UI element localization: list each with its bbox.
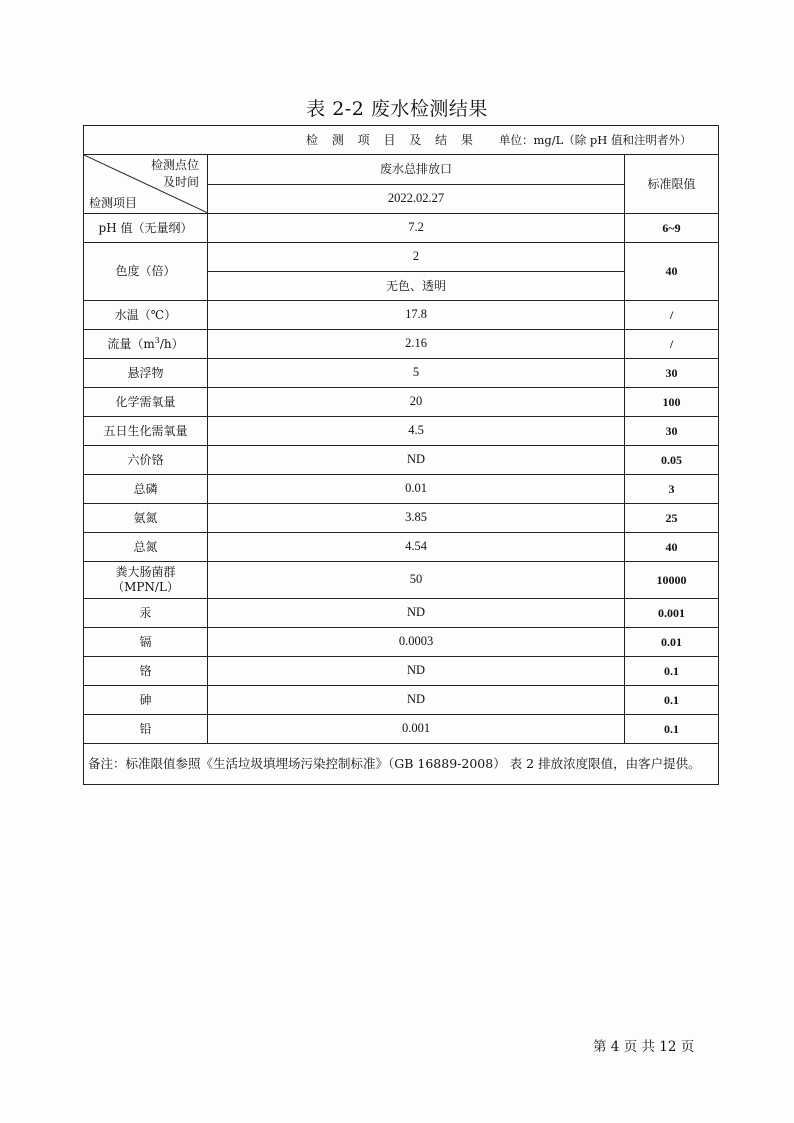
unit-label: 单位：mg/L（除 pH 值和注明者外） (499, 133, 692, 147)
row-value: ND (208, 657, 625, 686)
table-row (84, 562, 719, 599)
row-value: 0.0003 (208, 628, 625, 657)
row-item: 水温（℃） (84, 301, 208, 330)
row-value: 50 (208, 562, 625, 599)
row-item: 流量$(m^3/h)$ (84, 330, 208, 359)
table-row (84, 301, 719, 330)
row-item: 色度（倍） (84, 243, 208, 301)
row-value: 3.85 (208, 504, 625, 533)
row-value: 5 (208, 359, 625, 388)
row-limit: 30 (625, 417, 719, 446)
row-limit: 6~9 (625, 214, 719, 243)
results-table (83, 125, 719, 785)
table-row (84, 533, 719, 562)
diag-point-label: 检测点位 (150, 158, 199, 172)
row-value: 0.01 (208, 475, 625, 504)
row-value: 4.54 (208, 533, 625, 562)
row-limit: 10000 (625, 562, 719, 599)
row-value-description: 无色、透明 (208, 272, 625, 301)
table-row (84, 475, 719, 504)
row-limit: 0.05 (625, 446, 719, 475)
row-item: 铬 (84, 657, 208, 686)
row-item: 镉 (84, 628, 208, 657)
diagonal-header-cell (84, 155, 208, 214)
table-row (84, 715, 719, 744)
row-limit: 0.1 (625, 715, 719, 744)
row-limit: 25 (625, 504, 719, 533)
row-item: 五日生化需氧量 (84, 417, 208, 446)
row-item: 六价铬 (84, 446, 208, 475)
header-row (84, 155, 719, 185)
row-item: 总磷 (84, 475, 208, 504)
table-row (84, 330, 719, 359)
row-limit: 40 (625, 533, 719, 562)
row-limit: 30 (625, 359, 719, 388)
row-limit: 100 (625, 388, 719, 417)
row-value: 17.8 (208, 301, 625, 330)
diag-time-label: 及时间 (162, 175, 199, 189)
table-title: 表 2-2 废水检测结果 (306, 98, 488, 120)
table-row (84, 628, 719, 657)
row-item: 总氮 (84, 533, 208, 562)
row-item: 铅 (84, 715, 208, 744)
table-row (84, 599, 719, 628)
date-header: 2022.02.27 (208, 184, 625, 214)
row-item: 粪大肠菌群 （MPN/L） (84, 562, 208, 599)
row-limit: 0.001 (625, 599, 719, 628)
row-item: 砷 (84, 686, 208, 715)
table-row (84, 417, 719, 446)
row-value: 7.2 (208, 214, 625, 243)
row-value: ND (208, 599, 625, 628)
row-value: 4.5 (208, 417, 625, 446)
table-row (84, 446, 719, 475)
row-limit: / (625, 301, 719, 330)
row-limit: 0.1 (625, 657, 719, 686)
unit-row (84, 126, 719, 155)
table-row (84, 243, 719, 272)
row-item: pH 值（无量纲） (84, 214, 208, 243)
items-results-label: 检 测 项 目 及 结 果 (306, 133, 478, 147)
table-row (84, 686, 719, 715)
row-item: 氨氮 (84, 504, 208, 533)
point-header: 废水总排放口 (208, 155, 625, 185)
table-row (84, 388, 719, 417)
table-row (84, 504, 719, 533)
table-row (84, 657, 719, 686)
row-limit: / (625, 330, 719, 359)
row-item: 悬浮物 (84, 359, 208, 388)
notes: 备注：标准限值参照《生活垃圾填埋场污染控制标准》（GB 16889-2008） 表 2 排放浓度限值，由客户提供。 (84, 744, 719, 785)
page-number: 第 4 页 共 12 页 (593, 1039, 695, 1055)
row-item: 化学需氧量 (84, 388, 208, 417)
row-value: 0.001 (208, 715, 625, 744)
table-row (84, 359, 719, 388)
row-value: ND (208, 686, 625, 715)
row-limit: 0.01 (625, 628, 719, 657)
row-limit: 0.1 (625, 686, 719, 715)
diag-item-label: 检测项目 (89, 196, 138, 210)
row-item: 汞 (84, 599, 208, 628)
limit-header: 标准限值 (625, 155, 719, 214)
row-value: ND (208, 446, 625, 475)
row-value: 2.16 (208, 330, 625, 359)
row-limit: 3 (625, 475, 719, 504)
table-row (84, 214, 719, 243)
notes-row (84, 744, 719, 785)
row-value: 2 (208, 243, 625, 272)
row-value: 20 (208, 388, 625, 417)
row-limit: 40 (625, 243, 719, 301)
